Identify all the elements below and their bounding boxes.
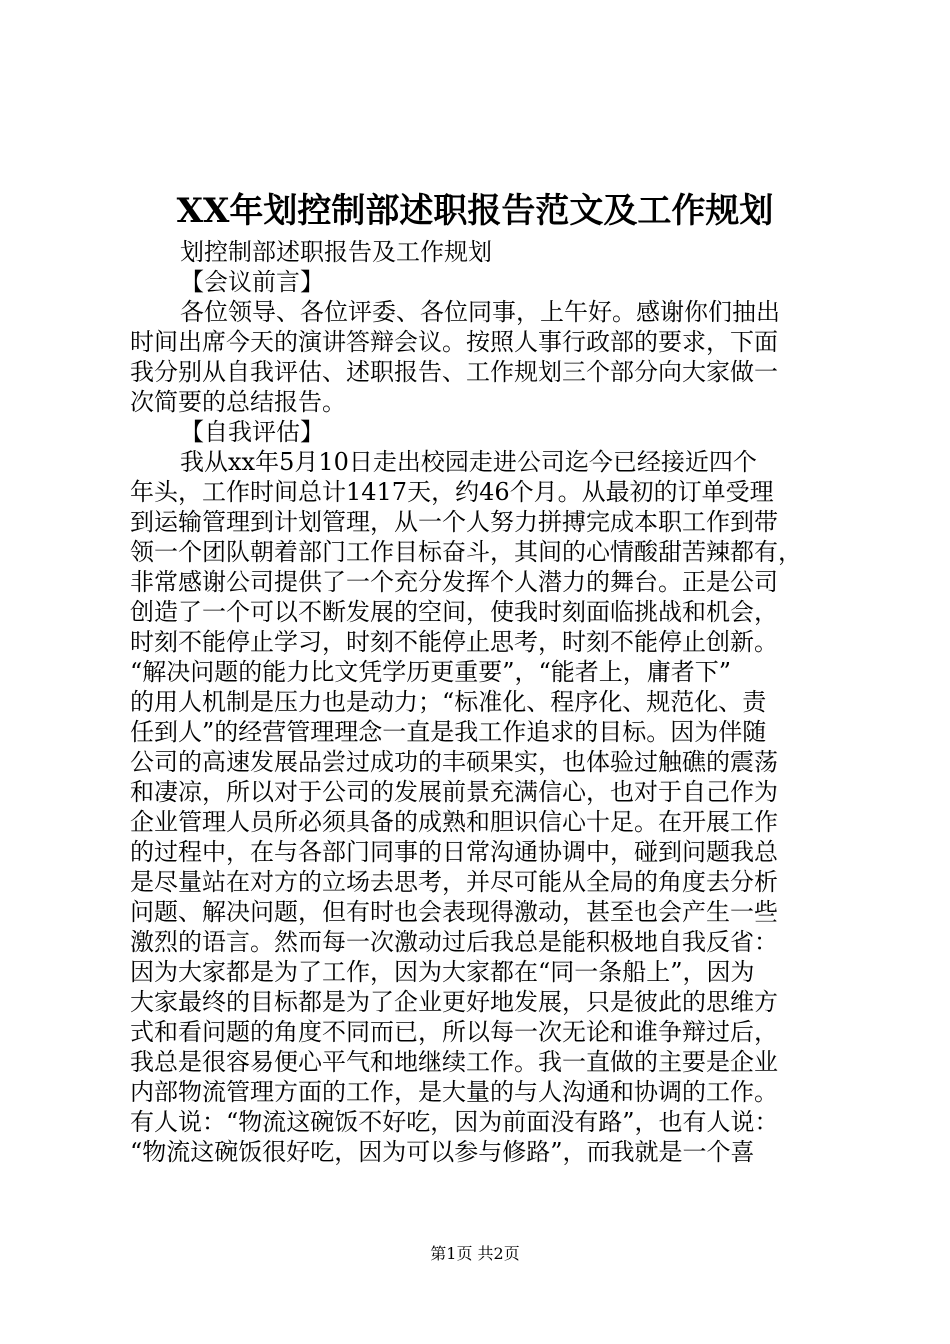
paragraph-line: 时刻不能停止学习，时刻不能停止思考，时刻不能停止创新。 <box>130 628 778 656</box>
paragraph-line: 的用人机制是压力也是动力；“标准化、程序化、规范化、责 <box>130 688 767 716</box>
paragraph-line: 因为大家都是为了工作，因为大家都在“同一条船上”，因为 <box>130 958 755 986</box>
paragraph-line: 公司的高速发展品尝过成功的丰硕果实，也体验过触礁的震荡 <box>130 748 778 776</box>
paragraph-line: 有人说：“物流这碗饭不好吃，因为前面没有路”，也有人说： <box>130 1108 779 1136</box>
section-heading-self-assessment: 【自我评估】 <box>180 418 324 446</box>
paragraph-line: 创造了一个可以不断发展的空间，使我时刻面临挑战和机会， <box>130 598 778 626</box>
paragraph-line: 年头，工作时间总计1417天，约46个月。从最初的订单受理 <box>130 478 774 506</box>
paragraph-line: 激烈的语言。然而每一次激动过后我总是能积极地自我反省： <box>130 928 778 956</box>
paragraph-line: 式和看问题的角度不同而已，所以每一次无论和谁争辩过后， <box>130 1018 778 1046</box>
paragraph-line: 的过程中，在与各部门同事的日常沟通协调中，碰到问题我总 <box>130 838 778 866</box>
paragraph-line: 我从xx年5月10日走出校园走进公司迄今已经接近四个 <box>180 448 757 476</box>
paragraph-line: 我分别从自我评估、述职报告、工作规划三个部分向大家做一 <box>130 358 778 386</box>
paragraph-line: 各位领导、各位评委、各位同事，上午好。感谢你们抽出 <box>180 298 780 326</box>
paragraph-line: 次简要的总结报告。 <box>130 388 346 416</box>
paragraph-line: 内部物流管理方面的工作，是大量的与人沟通和协调的工作。 <box>130 1078 778 1106</box>
paragraph-line: “物流这碗饭很好吃，因为可以参与修路”，而我就是一个喜 <box>130 1138 755 1166</box>
document-body <box>130 237 835 1167</box>
paragraph-line: 时间出席今天的演讲答辩会议。按照人事行政部的要求，下面 <box>130 328 778 356</box>
paragraph-line: 我总是很容易便心平气和地继续工作。我一直做的主要是企业 <box>130 1048 778 1076</box>
paragraph-line: 问题、解决问题，但有时也会表现得激动，甚至也会产生一些 <box>130 898 778 926</box>
document-subtitle: 划控制部述职报告及工作规划 <box>180 238 492 266</box>
paragraph-line: 非常感谢公司提供了一个充分发挥个人潜力的舞台。正是公司 <box>130 568 778 596</box>
document-title: XX年划控制部述职报告范文及工作规划 <box>176 191 774 231</box>
page-number-footer: 第1页 共2页 <box>430 1244 520 1263</box>
paragraph-line: 和凄凉，所以对于公司的发展前景充满信心，也对于自己作为 <box>130 778 778 806</box>
paragraph-line: “解决问题的能力比文凭学历更重要”，“能者上，庸者下” <box>130 658 732 686</box>
paragraph-line: 是尽量站在对方的立场去思考，并尽可能从全局的角度去分析 <box>130 868 778 896</box>
paragraph-line: 领一个团队朝着部门工作目标奋斗，其间的心情酸甜苦辣都有， <box>130 538 802 566</box>
paragraph-line: 企业管理人员所必须具备的成熟和胆识信心十足。在开展工作 <box>130 808 778 836</box>
section-heading-intro: 【会议前言】 <box>180 268 324 296</box>
paragraph-line: 大家最终的目标都是为了企业更好地发展，只是彼此的思维方 <box>130 988 778 1016</box>
paragraph-line: 到运输管理到计划管理，从一个人努力拼搏完成本职工作到带 <box>130 508 778 536</box>
paragraph-line: 任到人”的经营管理理念一直是我工作追求的目标。因为伴随 <box>130 718 767 746</box>
